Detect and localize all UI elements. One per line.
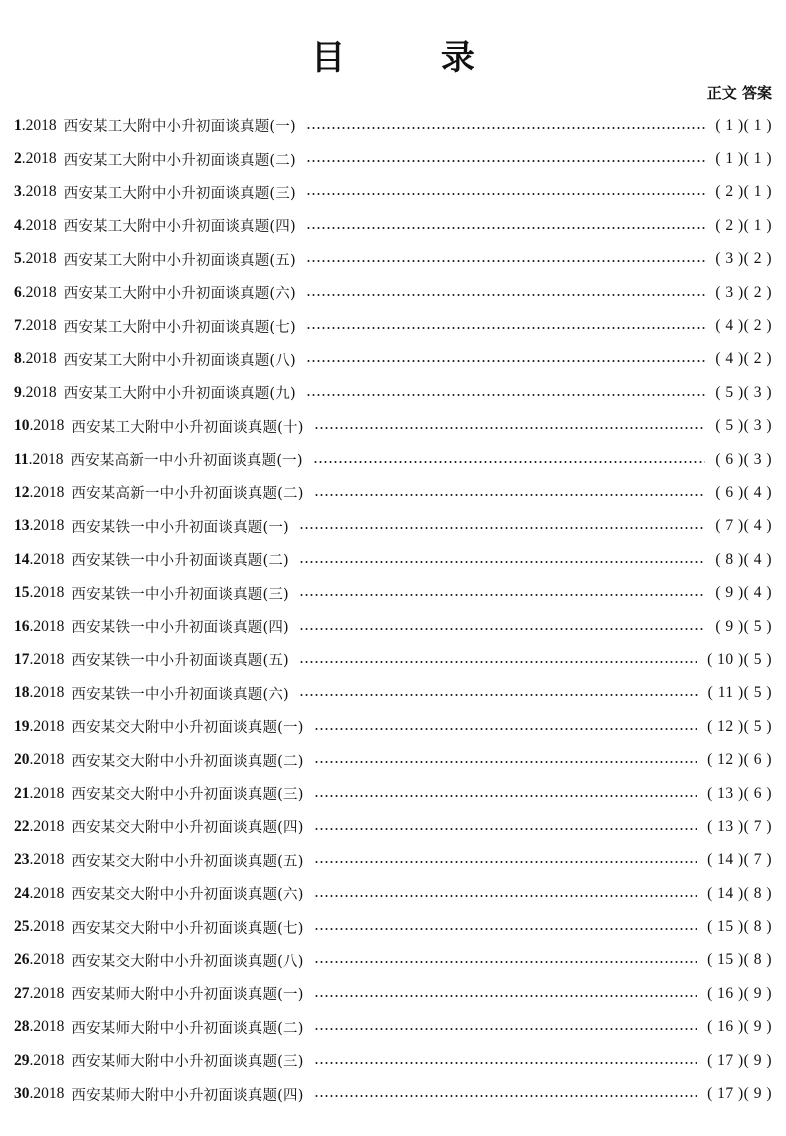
entry-year: 2018 (25, 216, 57, 234)
toc-entry[interactable] (14, 510, 772, 543)
entry-title: 西安某铁一中小升初面谈真题(六) (71, 686, 289, 703)
entry-pages: ( 9 )( 4 ) (715, 584, 772, 602)
entry-pages: ( 13 )( 7 ) (707, 817, 772, 835)
entry-title: 西安某工大附中小升初面谈真题(十) (71, 419, 304, 436)
entry-pages: ( 11 )( 5 ) (707, 684, 772, 702)
entry-number-separator: . (21, 216, 26, 234)
table-of-contents (14, 109, 772, 1111)
entry-pages: ( 4 )( 2 ) (715, 350, 772, 368)
entry-title: 西安某交大附中小升初面谈真题(七) (71, 920, 304, 937)
entry-title: 西安某交大附中小升初面谈真题(三) (71, 787, 304, 803)
entry-pages: ( 17 )( 9 ) (707, 1085, 772, 1103)
entry-number-separator: . (29, 1085, 34, 1103)
entry-pages: ( 3 )( 2 ) (715, 250, 772, 268)
entry-title: 西安某高新一中小升初面谈真题(二) (71, 486, 304, 503)
dot-leader (314, 895, 698, 897)
toc-entry[interactable] (14, 276, 772, 309)
entry-year: 2018 (32, 450, 64, 468)
entry-number-separator: . (29, 751, 34, 769)
entry-title: 西安某交大附中小升初面谈真题(五) (71, 853, 304, 870)
entry-number: 3 (14, 183, 22, 201)
entry-year: 2018 (33, 984, 65, 1002)
entry-title: 西安某师大附中小升初面谈真题(一) (71, 987, 304, 1004)
entry-title: 西安某工大附中小升初面谈真题(二) (63, 152, 296, 169)
entry-pages: ( 4 )( 2 ) (715, 317, 772, 335)
entry-year: 2018 (33, 1085, 65, 1103)
entry-number-separator: . (21, 383, 26, 401)
entry-number-separator: . (29, 784, 34, 802)
toc-entry[interactable] (14, 677, 772, 710)
entry-year: 2018 (33, 483, 65, 501)
entry-number: 14 (14, 550, 30, 568)
entry-number-separator: . (29, 717, 34, 735)
toc-entry[interactable] (14, 543, 772, 576)
entry-pages: ( 5 )( 3 ) (715, 417, 772, 435)
entry-number-separator: . (21, 350, 26, 368)
entry-pages: ( 17 )( 9 ) (707, 1051, 772, 1069)
entry-number-separator: . (28, 450, 33, 468)
entry-pages: ( 14 )( 8 ) (707, 884, 772, 902)
entry-number: 21 (14, 784, 30, 802)
entry-pages: ( 14 )( 7 ) (707, 851, 772, 869)
dot-leader (306, 394, 706, 396)
entry-number-separator: . (29, 984, 34, 1002)
dot-leader (299, 628, 705, 630)
entry-year: 2018 (33, 417, 65, 435)
entry-year: 2018 (25, 317, 57, 335)
entry-number: 27 (14, 984, 30, 1002)
entry-number-separator: . (29, 650, 34, 668)
entry-title: 西安某工大附中小升初面谈真题(九) (63, 386, 296, 403)
toc-entry[interactable] (14, 142, 772, 175)
entry-year: 2018 (25, 283, 57, 301)
entry-pages: ( 16 )( 9 ) (707, 1018, 772, 1036)
entry-title: 西安某交大附中小升初面谈真题(六) (71, 887, 304, 904)
dot-leader (314, 928, 698, 930)
entry-number-separator: . (29, 884, 34, 902)
entry-pages: ( 12 )( 5 ) (707, 717, 772, 735)
entry-number: 9 (14, 383, 22, 401)
entry-year: 2018 (33, 851, 65, 869)
toc-entry[interactable] (14, 476, 772, 509)
dot-leader (314, 995, 698, 997)
dot-leader (314, 795, 698, 797)
entry-number-separator: . (21, 317, 26, 335)
entry-year: 2018 (33, 1051, 65, 1069)
entry-number: 18 (14, 684, 30, 702)
entry-number-separator: . (29, 617, 34, 635)
dot-leader (299, 661, 697, 663)
entry-number-separator: . (29, 817, 34, 835)
entry-year: 2018 (33, 684, 65, 702)
dot-leader (314, 828, 698, 830)
toc-entry[interactable] (14, 1044, 772, 1077)
entry-pages: ( 15 )( 8 ) (707, 951, 772, 969)
entry-year: 2018 (33, 650, 65, 668)
entry-title: 西安某工大附中小升初面谈真题(八) (63, 352, 296, 369)
entry-title: 西安某工大附中小升初面谈真题(六) (63, 286, 296, 303)
toc-entry[interactable] (14, 977, 772, 1010)
toc-entry[interactable] (14, 576, 772, 609)
dot-leader (306, 327, 706, 329)
entry-title: 西安某师大附中小升初面谈真题(三) (71, 1054, 304, 1071)
dot-leader (299, 561, 705, 563)
dot-leader (306, 260, 706, 262)
toc-entry[interactable] (14, 309, 772, 342)
entry-pages: ( 13 )( 6 ) (707, 784, 772, 802)
entry-pages: ( 1 )( 1 ) (715, 150, 772, 168)
dot-leader (314, 961, 698, 963)
entry-pages: ( 6 )( 4 ) (715, 483, 772, 501)
entry-pages: ( 6 )( 3 ) (715, 450, 772, 468)
entry-title: 西安某工大附中小升初面谈真题(四) (63, 219, 296, 236)
entry-year: 2018 (33, 517, 65, 535)
entry-title: 西安某交大附中小升初面谈真题(四) (71, 820, 304, 837)
dot-leader (306, 294, 706, 296)
entry-number-separator: . (21, 250, 26, 268)
toc-entry[interactable] (14, 777, 772, 810)
toc-entry[interactable] (14, 1011, 772, 1044)
toc-entry[interactable] (14, 209, 772, 242)
toc-entry[interactable] (14, 410, 772, 443)
dot-leader (314, 761, 698, 763)
entry-year: 2018 (25, 250, 57, 268)
entry-pages: ( 8 )( 4 ) (715, 550, 772, 568)
entry-title: 西安某铁一中小升初面谈真题(三) (71, 586, 289, 603)
entry-number: 4 (14, 216, 22, 234)
dot-leader (314, 427, 706, 429)
entry-title: 西安某工大附中小升初面谈真题(一) (63, 119, 296, 136)
entry-number: 10 (14, 417, 30, 435)
toc-entry[interactable] (14, 1077, 772, 1110)
dot-leader (314, 494, 706, 496)
entry-year: 2018 (33, 817, 65, 835)
entry-title: 西安某交大附中小升初面谈真题(八) (71, 953, 304, 970)
toc-entry[interactable] (14, 877, 772, 910)
toc-entry[interactable] (14, 610, 772, 643)
entry-title: 西安某交大附中小升初面谈真题(一) (71, 720, 304, 737)
entry-number: 16 (14, 617, 30, 635)
entry-title: 西安某铁一中小升初面谈真题(五) (71, 653, 289, 670)
entry-number-separator: . (29, 918, 34, 936)
dot-leader (306, 160, 706, 162)
entry-number-separator: . (29, 851, 34, 869)
toc-entry[interactable] (14, 243, 772, 276)
entry-number: 15 (14, 584, 30, 602)
dot-leader (299, 527, 705, 529)
entry-number: 22 (14, 817, 30, 835)
toc-entry[interactable] (14, 910, 772, 943)
dot-leader (314, 1062, 698, 1064)
dot-leader (313, 461, 706, 463)
entry-year: 2018 (25, 150, 57, 168)
entry-number-separator: . (29, 550, 34, 568)
entry-number-separator: . (29, 517, 34, 535)
toc-entry[interactable] (14, 376, 772, 409)
entry-number-separator: . (21, 183, 26, 201)
toc-entry[interactable] (14, 109, 772, 142)
dot-leader (314, 1095, 698, 1097)
entry-number: 12 (14, 483, 30, 501)
entry-pages: ( 2 )( 1 ) (715, 183, 772, 201)
entry-number: 23 (14, 851, 30, 869)
entry-pages: ( 2 )( 1 ) (715, 216, 772, 234)
entry-number-separator: . (21, 150, 26, 168)
entry-number-separator: . (29, 417, 34, 435)
toc-entry[interactable] (14, 810, 772, 843)
dot-leader (314, 1028, 698, 1030)
entry-pages: ( 5 )( 3 ) (715, 383, 772, 401)
entry-year: 2018 (33, 717, 65, 735)
dot-leader (306, 360, 706, 362)
entry-number-separator: . (29, 684, 34, 702)
toc-entry[interactable] (14, 176, 772, 209)
page-title: 目 录 (311, 38, 517, 78)
entry-number: 29 (14, 1051, 30, 1069)
entry-year: 2018 (33, 1018, 65, 1036)
entry-number: 1 (14, 116, 22, 134)
toc-entry[interactable] (14, 443, 772, 476)
entry-number: 19 (14, 717, 30, 735)
entry-pages: ( 12 )( 6 ) (707, 751, 772, 769)
entry-number-separator: . (29, 1018, 34, 1036)
entry-number: 11 (14, 450, 29, 468)
dot-leader (314, 861, 698, 863)
entry-number: 24 (14, 884, 30, 902)
entry-title: 西安某工大附中小升初面谈真题(五) (63, 252, 296, 269)
entry-number-separator: . (29, 483, 34, 501)
entry-pages: ( 7 )( 4 ) (715, 517, 772, 535)
entry-pages: ( 16 )( 9 ) (707, 984, 772, 1002)
toc-entry[interactable] (14, 643, 772, 676)
entry-year: 2018 (33, 751, 65, 769)
entry-year: 2018 (25, 350, 57, 368)
entry-title: 西安某铁一中小升初面谈真题(二) (71, 553, 289, 570)
entry-title: 西安某工大附中小升初面谈真题(三) (63, 185, 296, 202)
entry-number: 2 (14, 150, 22, 168)
entry-number: 30 (14, 1085, 30, 1103)
dot-leader (299, 694, 698, 696)
entry-pages: ( 10 )( 5 ) (707, 650, 772, 668)
column-header: 正文 答案 (706, 84, 772, 102)
toc-entry[interactable] (14, 343, 772, 376)
entry-number: 7 (14, 317, 22, 335)
dot-leader (314, 728, 698, 730)
dot-leader (306, 127, 706, 129)
entry-year: 2018 (33, 884, 65, 902)
dot-leader (306, 193, 706, 195)
entry-number: 17 (14, 650, 30, 668)
entry-year: 2018 (25, 383, 57, 401)
toc-entry[interactable] (14, 944, 772, 977)
entry-title: 西安某师大附中小升初面谈真题(四) (71, 1087, 304, 1104)
entry-year: 2018 (25, 183, 57, 201)
toc-entry[interactable] (14, 844, 772, 877)
entry-number: 28 (14, 1018, 30, 1036)
entry-year: 2018 (33, 918, 65, 936)
entry-number: 5 (14, 250, 22, 268)
entry-number-separator: . (21, 283, 26, 301)
entry-number-separator: . (29, 584, 34, 602)
entry-title: 西安某交大附中小升初面谈真题(二) (71, 753, 304, 770)
entry-number: 20 (14, 751, 30, 769)
entry-number-separator: . (21, 116, 26, 134)
entry-pages: ( 15 )( 8 ) (707, 918, 772, 936)
entry-year: 2018 (33, 584, 65, 602)
entry-title: 西安某工大附中小升初面谈真题(七) (63, 319, 296, 336)
entry-number: 26 (14, 951, 30, 969)
entry-title: 西安某师大附中小升初面谈真题(二) (71, 1020, 304, 1037)
entry-pages: ( 1 )( 1 ) (715, 116, 772, 134)
entry-number: 25 (14, 918, 30, 936)
entry-title: 西安某铁一中小升初面谈真题(一) (71, 519, 289, 536)
toc-entry[interactable] (14, 743, 772, 776)
entry-number: 13 (14, 517, 30, 535)
entry-year: 2018 (33, 784, 65, 802)
entry-title: 西安某铁一中小升初面谈真题(四) (71, 620, 289, 637)
entry-number-separator: . (29, 951, 34, 969)
entry-year: 2018 (33, 550, 65, 568)
entry-number: 6 (14, 283, 22, 301)
entry-pages: ( 3 )( 2 ) (715, 283, 772, 301)
entry-number: 8 (14, 350, 22, 368)
entry-year: 2018 (33, 951, 65, 969)
entry-pages: ( 9 )( 5 ) (715, 617, 772, 635)
entry-title: 西安某高新一中小升初面谈真题(一) (70, 453, 303, 470)
entry-year: 2018 (33, 617, 65, 635)
entry-year: 2018 (25, 116, 57, 134)
toc-entry[interactable] (14, 710, 772, 743)
entry-number-separator: . (29, 1051, 34, 1069)
dot-leader (299, 594, 705, 596)
dot-leader (306, 227, 706, 229)
